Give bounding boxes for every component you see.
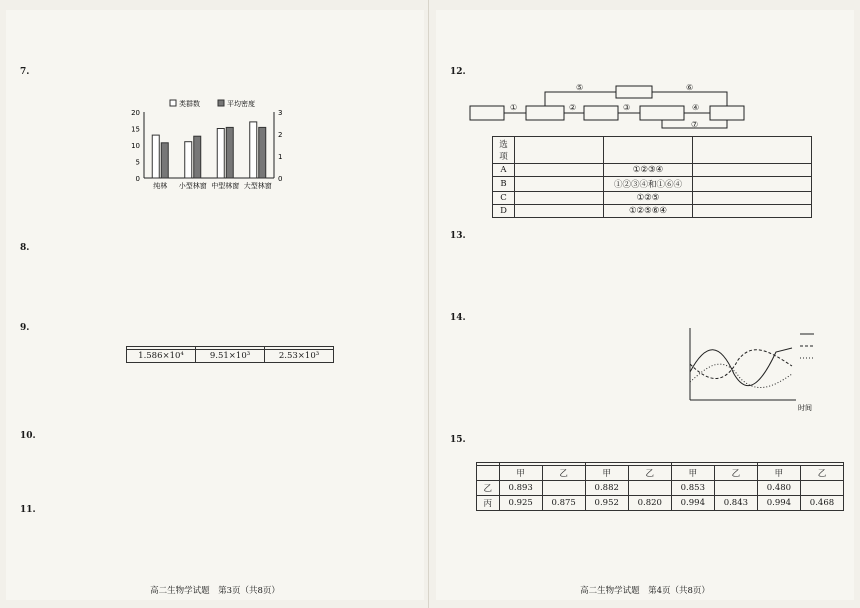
question-7-number: 7. [20, 67, 30, 77]
diagram-box-4 [640, 106, 684, 120]
q12-row-c-stimulus [515, 192, 604, 205]
q12-row-a-stimulus [515, 164, 604, 177]
q12-row-c-option: C [493, 192, 515, 205]
q7-right-tick-label: 0 [278, 175, 283, 183]
q9-table-value-row [127, 350, 334, 363]
q7-category-label: 纯林 [153, 182, 168, 190]
q14-line-chart-svg [676, 322, 852, 414]
question-7 [20, 66, 414, 79]
q12-row-a-effect [693, 164, 812, 177]
diagram-label-4: ④ [692, 103, 700, 112]
q7-left-tick-label: 5 [135, 158, 140, 167]
q7-legend-taxa: 类群数 [179, 100, 200, 108]
q15-sub-1: 甲 [499, 466, 542, 481]
diagram-label-5: ⑤ [576, 84, 584, 92]
q15-row-bing-label: 丙 [477, 496, 500, 511]
q12-row-a-pathway: ①②③④ [604, 164, 693, 177]
q15-row-yi-label: 乙 [477, 481, 500, 496]
q15-subheader-blank [477, 466, 500, 481]
q12-row-a-option: A [493, 164, 515, 177]
q15-yi-5: 0.853 [671, 481, 714, 496]
q15-bing-5: 0.994 [671, 496, 714, 511]
q15-bing-7: 0.994 [757, 496, 800, 511]
q14-line-chart [676, 322, 852, 414]
diagram-box-2 [526, 106, 564, 120]
q15-sub-4: 乙 [628, 466, 671, 481]
q7-bar-taxa [250, 122, 257, 178]
q15-yi-4 [628, 481, 671, 496]
q15-sub-8: 乙 [800, 466, 843, 481]
q12-row-b [493, 177, 812, 192]
diagram-box-6 [616, 86, 652, 98]
q9-value-2: 9.51×10³ [196, 350, 265, 363]
q12-row-a [493, 164, 812, 177]
q12-row-d-effect [693, 205, 812, 218]
q12-options-table [492, 136, 812, 218]
page-fold [428, 0, 429, 608]
q15-bing-3: 0.952 [585, 496, 628, 511]
q15-yi-8 [800, 481, 843, 496]
q12-header-effect [693, 137, 812, 164]
q9-value-3: 2.53×10³ [265, 350, 334, 363]
q7-bar-taxa [185, 142, 192, 178]
diagram-label-6: ⑥ [686, 84, 694, 92]
question-13 [450, 230, 844, 243]
question-13-number: 13. [450, 231, 466, 241]
question-9 [20, 322, 414, 335]
q15-row-bing [477, 496, 844, 511]
right-page-footer: 高二生物学试题 第4页（共8页） [580, 586, 710, 596]
q7-right-tick-label: 3 [278, 109, 283, 117]
left-page [6, 10, 424, 600]
question-9-number: 9. [20, 323, 30, 333]
diagram-label-3: ③ [623, 103, 631, 112]
q7-bar-taxa [217, 129, 224, 179]
q15-sub-6: 乙 [714, 466, 757, 481]
q9-value-1: 1.586×10⁴ [127, 350, 196, 363]
q7-category-label: 小型林窗 [178, 182, 207, 190]
q12-row-d-option: D [493, 205, 515, 218]
diagram-label-7: ⑦ [691, 120, 699, 129]
q15-bing-1: 0.925 [499, 496, 542, 511]
q12-row-b-stimulus [515, 177, 604, 192]
q12-row-d-pathway: ①②⑤⑥④ [604, 205, 693, 218]
q7-left-tick-label: 10 [131, 142, 140, 150]
q15-bing-8: 0.468 [800, 496, 843, 511]
diagram-box-1 [470, 106, 504, 120]
q7-legend-density: 平均密度 [227, 100, 255, 108]
q15-sub-5: 甲 [671, 466, 714, 481]
question-12-number: 12. [450, 67, 466, 77]
q7-bar-density [194, 136, 201, 178]
question-8-number: 8. [20, 243, 30, 253]
q12-header-stimulus [515, 137, 604, 164]
q15-row-yi [477, 481, 844, 496]
q7-left-tick-label: 0 [135, 175, 140, 183]
q7-right-tick-label: 1 [278, 153, 283, 161]
q12-row-d-stimulus [515, 205, 604, 218]
q7-bar-density [161, 143, 168, 178]
q7-legend-swatch-taxa [170, 100, 176, 106]
q7-bar-chart-svg [118, 98, 298, 193]
question-10-number: 10. [20, 431, 36, 441]
q12-row-b-effect [693, 177, 812, 192]
diagram-box-3 [584, 106, 618, 120]
question-8 [20, 242, 414, 255]
q12-header-option: 选项 [493, 137, 515, 164]
question-15-number: 15. [450, 435, 466, 445]
q15-bing-2: 0.875 [542, 496, 585, 511]
question-11-number: 11. [20, 505, 36, 515]
q15-table-subheader-row [477, 466, 844, 481]
q15-grazing-table [476, 462, 844, 511]
right-page [436, 10, 854, 600]
q15-yi-6 [714, 481, 757, 496]
q14-curve-1 [690, 348, 792, 386]
q15-yi-2 [542, 481, 585, 496]
q15-yi-1: 0.893 [499, 481, 542, 496]
diagram-label-1: ① [510, 103, 518, 112]
q7-bar-density [259, 127, 266, 178]
q7-left-tick-label: 20 [131, 109, 140, 117]
q14-curve-3 [690, 364, 792, 387]
q12-row-b-pathway: ①②③④和①⑥④ [604, 177, 693, 192]
q15-yi-7: 0.480 [757, 481, 800, 496]
left-page-footer: 高二生物学试题 第3页（共8页） [150, 586, 280, 596]
q12-row-d [493, 205, 812, 218]
q12-row-c-effect [693, 192, 812, 205]
q7-category-label: 大型林窗 [243, 182, 272, 190]
q7-category-label: 中型林窗 [211, 182, 240, 190]
q12-row-c-pathway: ①②⑤ [604, 192, 693, 205]
q12-row-c [493, 192, 812, 205]
q7-left-tick-label: 15 [131, 125, 140, 134]
q15-bing-4: 0.820 [628, 496, 671, 511]
q7-legend-swatch-density [218, 100, 224, 106]
q12-table-header [493, 137, 812, 164]
q9-energy-table [126, 346, 334, 363]
q15-bing-6: 0.843 [714, 496, 757, 511]
q15-sub-7: 甲 [757, 466, 800, 481]
q15-sub-2: 乙 [542, 466, 585, 481]
q14-curve-2 [690, 350, 792, 379]
q12-regulation-diagram [466, 84, 796, 132]
q15-sub-3: 甲 [585, 466, 628, 481]
question-12 [450, 66, 844, 79]
question-14-number: 14. [450, 313, 466, 323]
q12-header-pathway [604, 137, 693, 164]
question-15 [450, 434, 844, 447]
q12-row-b-option: B [493, 177, 515, 192]
q7-bar-density [226, 127, 233, 178]
question-10 [20, 430, 414, 443]
diagram-label-2: ② [569, 103, 577, 112]
q7-bar-chart [118, 98, 298, 193]
diagram-box-5 [710, 106, 744, 120]
q7-right-tick-label: 2 [278, 131, 283, 139]
q15-yi-3: 0.882 [585, 481, 628, 496]
q7-bar-taxa [152, 135, 159, 178]
q14-x-label: 时间 [798, 404, 812, 412]
question-11 [20, 504, 414, 517]
